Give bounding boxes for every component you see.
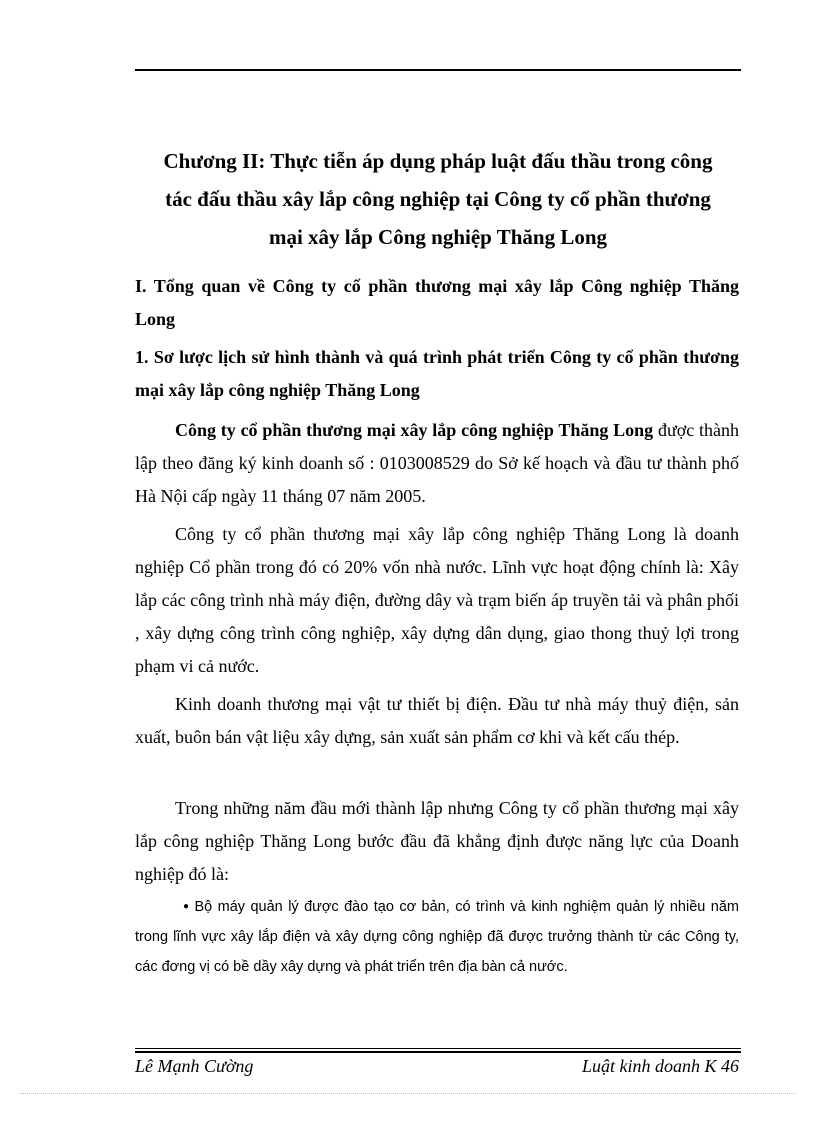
company-name-bold: Công ty cổ phần thương mại xây lắp công nghiệp Thăng Long [175, 420, 654, 440]
chapter-title [135, 142, 741, 256]
footer-rule-thick [135, 1051, 741, 1053]
paragraph-founding [135, 414, 739, 513]
bullet-icon: ● [183, 901, 191, 912]
bullet-text: Bộ máy quản lý được đào tạo cơ bản, có trình và kinh nghiệm quản lý nhiều năm trong lĩnh vực xây lắp điện và xây dựng công nghiệp đã được trưởng thành từ các Công ty, các đơng vị có bề dầy xây dựng và phát triển trên địa bàn cả nước. [135, 899, 739, 975]
chapter-title-line-1: Chương II: Thực tiễn áp dụng pháp luật đấu thầu trong công [163, 149, 713, 173]
chapter-title-line-3: mại xây lắp Công nghiệp Thăng Long [268, 225, 608, 249]
footer-rule-thin [135, 1048, 741, 1049]
subsection-heading: 1. Sơ lược lịch sử hình thành và quá trình phát triển Công ty cổ phần thương mại xây lắp công nghiệp Thăng Long [135, 347, 739, 400]
footer-author: Lê Mạnh Cường [135, 1056, 254, 1076]
footer-course: Luật kinh doanh K 46 [581, 1056, 739, 1076]
header-rule [135, 69, 741, 71]
section-heading: I. Tổng quan về Công ty cổ phần thương mại xây lắp Công nghiệp Thăng Long [135, 276, 739, 329]
paragraph-early-years: Trong những năm đầu mới thành lập nhưng Công ty cổ phần thương mại xây lắp công nghiệp Thăng Long bước đầu đã khẳng định được năng lực của Doanh nghiệp đó là: [135, 798, 739, 884]
paragraph-business-scope: Công ty cổ phần thương mại xây lắp công nghiệp Thăng Long là doanh nghiệp Cổ phần trong đó có 20% vốn nhà nước. Lĩnh vực hoạt động chính là: Xây lắp các công trình nhà máy điện, đường dây và trạm biến áp truyền tải và phân phối , xây dựng công trình công nghiệp, xây dựng dân dụng, giao thong thuỷ lợi trong phạm vi cả nước. [135, 524, 739, 676]
page-edge-divider [20, 1093, 796, 1094]
paragraph-founding-rest: được thành lập theo đăng ký kinh doanh số : 0103008529 do Sở kế hoạch và đầu tư thành phố Hà Nội cấp ngày 11 tháng 07 năm 2005. [135, 420, 739, 506]
bullet-item [135, 892, 739, 982]
page-footer [135, 1054, 739, 1078]
paragraph-trading: Kinh doanh thương mại vật tư thiết bị điện. Đầu tư nhà máy thuỷ điện, sản xuất, buôn bán vật liệu xây dựng, sản xuất sản phẩm cơ khi và kết cấu thép. [135, 694, 739, 747]
chapter-title-line-2: tác đấu thầu xây lắp công nghiệp tại Công ty cổ phần thương [165, 187, 711, 211]
